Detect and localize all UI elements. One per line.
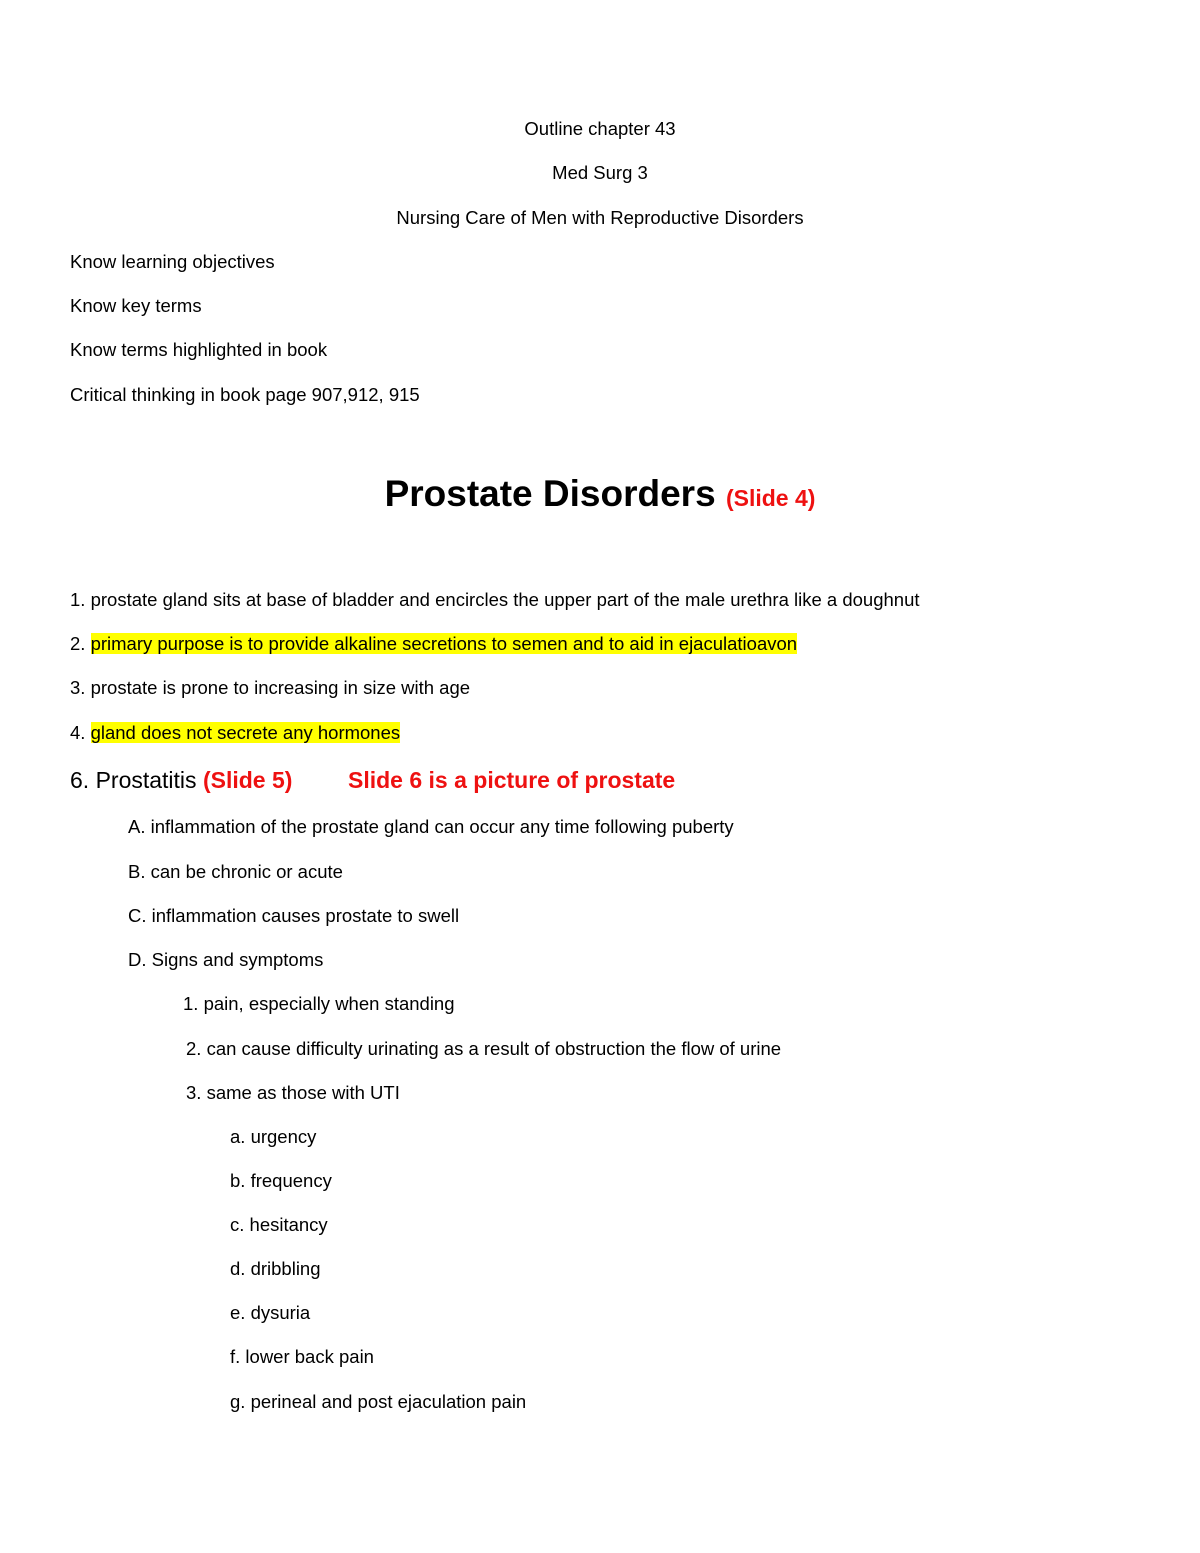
prostatitis-item-d: D. Signs and symptoms bbox=[128, 949, 324, 970]
point-3-number: 3. bbox=[70, 677, 86, 698]
uti-symptom-d: d. dribbling bbox=[230, 1258, 321, 1279]
point-4-number: 4. bbox=[70, 722, 86, 743]
symptom-3: 3. same as those with UTI bbox=[186, 1082, 400, 1103]
uti-symptom-g: g. perineal and post ejaculation pain bbox=[230, 1391, 527, 1412]
prostatitis-heading bbox=[70, 766, 292, 794]
point-1-number: 1. bbox=[70, 589, 86, 610]
section-title bbox=[0, 472, 1200, 520]
header-chapter: Outline chapter 43 bbox=[524, 118, 676, 139]
symptom-2: 2. can cause difficulty urinating as a result of obstruction the flow of urine bbox=[186, 1038, 782, 1059]
point-3 bbox=[70, 676, 470, 700]
uti-symptom-f: f. lower back pain bbox=[230, 1346, 374, 1367]
prostatitis-slide-note: Slide 6 is a picture of prostate bbox=[348, 767, 676, 793]
prostatitis-item-a: A. inflammation of the prostate gland can occur any time following puberty bbox=[128, 816, 734, 837]
prostatitis-item-c: C. inflammation causes prostate to swell bbox=[128, 905, 460, 926]
point-2 bbox=[70, 632, 797, 656]
symptom-1: 1. pain, especially when standing bbox=[183, 993, 455, 1014]
point-1 bbox=[70, 588, 920, 612]
point-1-text: prostate gland sits at base of bladder and encircles the upper part of the male urethra like a doughnut bbox=[90, 589, 920, 610]
intro-learning-objectives: Know learning objectives bbox=[70, 251, 275, 272]
point-4-highlighted-text: gland does not secrete any hormones bbox=[90, 722, 401, 743]
prostatitis-item-b: B. can be chronic or acute bbox=[128, 861, 343, 882]
point-2-highlighted-text: primary purpose is to provide alkaline secretions to semen and to aid in ejaculatioavon bbox=[90, 633, 798, 654]
intro-highlighted-terms: Know terms highlighted in book bbox=[70, 339, 328, 360]
uti-symptom-a: a. urgency bbox=[230, 1126, 317, 1147]
prostatitis-slide-ref: (Slide 5) bbox=[202, 767, 293, 793]
uti-symptom-c: c. hesitancy bbox=[230, 1214, 328, 1235]
intro-critical-thinking: Critical thinking in book page 907,912, 915 bbox=[70, 384, 420, 405]
header-course: Med Surg 3 bbox=[552, 162, 648, 183]
point-3-text: prostate is prone to increasing in size with age bbox=[90, 677, 471, 698]
header-topic: Nursing Care of Men with Reproductive Disorders bbox=[396, 207, 804, 228]
section-slide-ref: (Slide 4) bbox=[725, 485, 816, 511]
prostatitis-heading-text: 6. Prostatitis bbox=[70, 767, 197, 793]
intro-key-terms: Know key terms bbox=[70, 295, 202, 316]
section-title-text: Prostate Disorders bbox=[384, 473, 716, 514]
uti-symptom-e: e. dysuria bbox=[230, 1302, 311, 1323]
uti-symptom-b: b. frequency bbox=[230, 1170, 332, 1191]
point-4 bbox=[70, 721, 400, 745]
point-2-number: 2. bbox=[70, 633, 86, 654]
